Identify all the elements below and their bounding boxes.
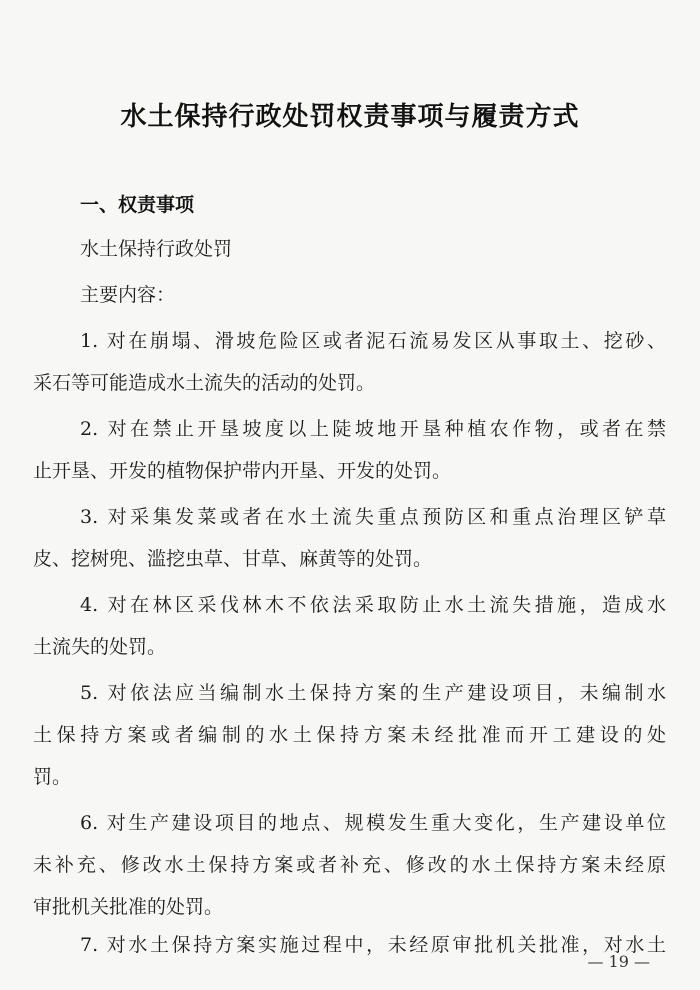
paragraph-line: 3. 对采集发菜或者在水土流失重点预防区和重点治理区铲草 [80, 506, 666, 528]
paragraph-line: 止开垦、开发的植物保护带内开垦、开发的处罚。 [33, 460, 452, 482]
item-name: 水土保持行政处罚 [80, 238, 233, 260]
paragraph-line: 土流失的处罚。 [33, 636, 167, 658]
paragraph-line: 采石等可能造成水土流失的活动的处罚。 [33, 372, 376, 394]
paragraph-line: 1. 对在崩塌、滑坡危险区或者泥石流易发区从事取土、挖砂、 [80, 330, 666, 352]
paragraph-line: 罚。 [33, 766, 72, 788]
page-number: — 19 — [587, 952, 650, 971]
main-content-label: 主要内容： [80, 284, 176, 306]
paragraph-line: 土保持方案或者编制的水土保持方案未经批准而开工建设的处 [33, 724, 666, 746]
paragraph-line: 皮、挖树兜、滥挖虫草、甘草、麻黄等的处罚。 [33, 548, 433, 570]
page-title: 水土保持行政处罚权责事项与履责方式 [120, 102, 580, 132]
paragraph-line: 5. 对依法应当编制水土保持方案的生产建设项目，未编制水 [80, 682, 666, 704]
paragraph-line: 7. 对水土保持方案实施过程中，未经原审批机关批准，对水土 [80, 934, 666, 956]
paragraph-line: 未补充、修改水土保持方案或者补充、修改的水土保持方案未经原 [33, 854, 666, 876]
paragraph-line: 审批机关批准的处罚。 [33, 896, 224, 918]
paragraph-line: 2. 对在禁止开垦坡度以上陡坡地开垦种植农作物，或者在禁 [80, 418, 666, 440]
paragraph-line: 4. 对在林区采伐林木不依法采取防止水土流失措施，造成水 [80, 594, 666, 616]
paragraph-line: 6. 对生产建设项目的地点、规模发生重大变化，生产建设单位 [80, 812, 666, 834]
section-heading: 一、权责事项 [80, 194, 195, 216]
